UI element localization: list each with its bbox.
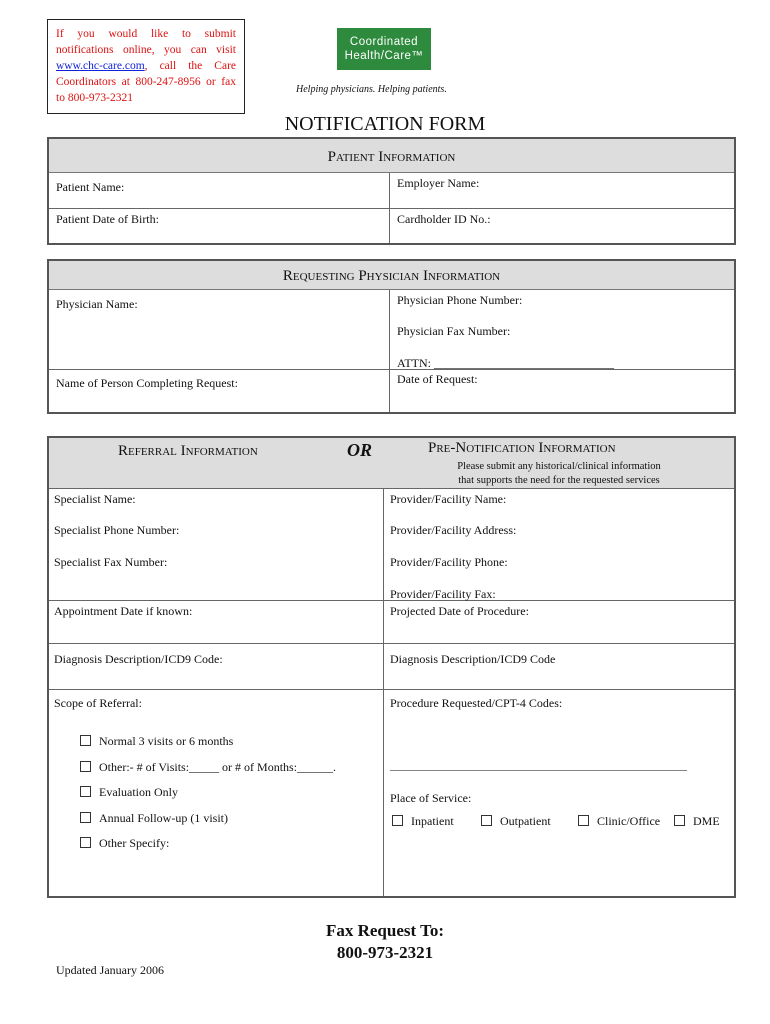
checkbox-icon[interactable] — [481, 815, 492, 826]
employer-name-field[interactable]: Employer Name: — [397, 176, 480, 190]
patient-heading-band — [49, 139, 734, 173]
form-title: NOTIFICATION FORM — [284, 113, 486, 135]
referral-row-1 — [49, 488, 734, 489]
checkbox-icon[interactable] — [80, 786, 91, 797]
request-date-field[interactable]: Date of Request: — [397, 372, 478, 386]
projected-date-field[interactable]: Projected Date of Procedure: — [390, 604, 529, 618]
referral-row-3 — [49, 643, 734, 644]
procedure-requested-field[interactable]: Procedure Requested/CPT-4 Codes: — [390, 696, 563, 710]
specialist-fax-field[interactable]: Specialist Fax Number: — [54, 555, 168, 569]
fax-request-number: 800-973-2321 — [336, 943, 434, 962]
physician-name-field[interactable]: Physician Name: — [56, 297, 138, 311]
referral-divider — [383, 488, 384, 896]
procedure-line[interactable]: ______________________________________________________ — [390, 760, 687, 772]
online-notice — [47, 19, 245, 114]
provider-address-field[interactable]: Provider/Facility Address: — [390, 523, 517, 537]
physician-heading: Requesting Physician Information — [282, 268, 501, 284]
person-completing-field[interactable]: Name of Person Completing Request: — [56, 376, 238, 390]
checkbox-icon[interactable] — [80, 735, 91, 746]
physician-phone-field[interactable]: Physician Phone Number: — [397, 293, 523, 307]
option-other-specify-label: Other Specify: — [99, 836, 170, 850]
option-other[interactable] — [80, 760, 336, 775]
diagnosis-right-field[interactable]: Diagnosis Description/ICD9 Code — [390, 652, 556, 666]
logo-line-2: Health/Care™ — [344, 50, 424, 62]
dme-label: DME — [693, 814, 720, 828]
website-link[interactable]: www.chc-care.com — [56, 60, 145, 72]
checkbox-icon[interactable] — [80, 812, 91, 823]
pre-notification-heading: Pre-Notification Information — [428, 440, 616, 456]
clinic-label: Clinic/Office — [597, 814, 661, 828]
specialist-name-field[interactable]: Specialist Name: — [54, 492, 136, 506]
scope-of-referral-label: Scope of Referral: — [54, 696, 142, 710]
option-inpatient[interactable] — [392, 814, 454, 829]
inpatient-label: Inpatient — [411, 814, 454, 828]
tagline: Helping physicians. Helping patients. — [296, 84, 447, 95]
patient-row-divider — [49, 208, 734, 209]
notice-text-post: , call the Care Coordinators at 800-247-8956 or fax to 800-973-2321 — [56, 60, 236, 104]
company-logo — [337, 28, 431, 70]
physician-heading-band — [49, 261, 734, 290]
fax-request-title: Fax Request To: — [325, 921, 445, 940]
checkbox-icon[interactable] — [392, 815, 403, 826]
option-evaluation-label: Evaluation Only — [99, 785, 178, 799]
checkbox-icon[interactable] — [80, 837, 91, 848]
diagnosis-left-field[interactable]: Diagnosis Description/ICD9 Code: — [54, 652, 223, 666]
option-dme[interactable] — [674, 814, 720, 829]
physician-row-divider — [49, 369, 734, 370]
option-annual-label: Annual Follow-up (1 visit) — [99, 811, 228, 825]
notice-text-pre: If you would like to submit notifications online, you can visit — [56, 28, 236, 56]
referral-row-4 — [49, 689, 734, 690]
option-outpatient[interactable] — [481, 814, 551, 829]
outpatient-label: Outpatient — [500, 814, 551, 828]
checkbox-icon[interactable] — [674, 815, 685, 826]
provider-phone-field[interactable]: Provider/Facility Phone: — [390, 555, 508, 569]
option-evaluation[interactable] — [80, 785, 178, 800]
checkbox-icon[interactable] — [578, 815, 589, 826]
cardholder-id-field[interactable]: Cardholder ID No.: — [397, 212, 491, 226]
pre-note-line-2: that supports the need for the requested services — [458, 475, 660, 486]
option-other-specify[interactable] — [80, 836, 169, 851]
pre-note-line-1: Please submit any historical/clinical information — [457, 461, 661, 472]
patient-dob-field[interactable]: Patient Date of Birth: — [56, 212, 159, 226]
physician-divider — [389, 290, 390, 412]
option-other-label: Other:- # of Visits:_____ or # of Months:______. — [99, 760, 337, 774]
patient-name-field[interactable]: Patient Name: — [56, 180, 125, 194]
option-normal-label: Normal 3 visits or 6 months — [99, 734, 234, 748]
referral-heading: Referral Information — [118, 443, 258, 459]
option-annual[interactable] — [80, 811, 228, 826]
place-of-service-label: Place of Service: — [390, 791, 472, 805]
appointment-date-field[interactable]: Appointment Date if known: — [54, 604, 193, 618]
provider-fax-field[interactable]: Provider/Facility Fax: — [390, 587, 496, 601]
attn-field[interactable]: ATTN: ______________________________ — [397, 356, 614, 370]
specialist-phone-field[interactable]: Specialist Phone Number: — [54, 523, 180, 537]
physician-fax-field[interactable]: Physician Fax Number: — [397, 324, 511, 338]
or-label: OR — [347, 440, 373, 460]
logo-line-1: Coordinated — [349, 36, 419, 48]
updated-date: Updated January 2006 — [56, 963, 164, 977]
option-normal[interactable] — [80, 734, 233, 749]
provider-name-field[interactable]: Provider/Facility Name: — [390, 492, 507, 506]
option-clinic[interactable] — [578, 814, 660, 829]
patient-heading: Patient Information — [327, 149, 456, 165]
checkbox-icon[interactable] — [80, 761, 91, 772]
